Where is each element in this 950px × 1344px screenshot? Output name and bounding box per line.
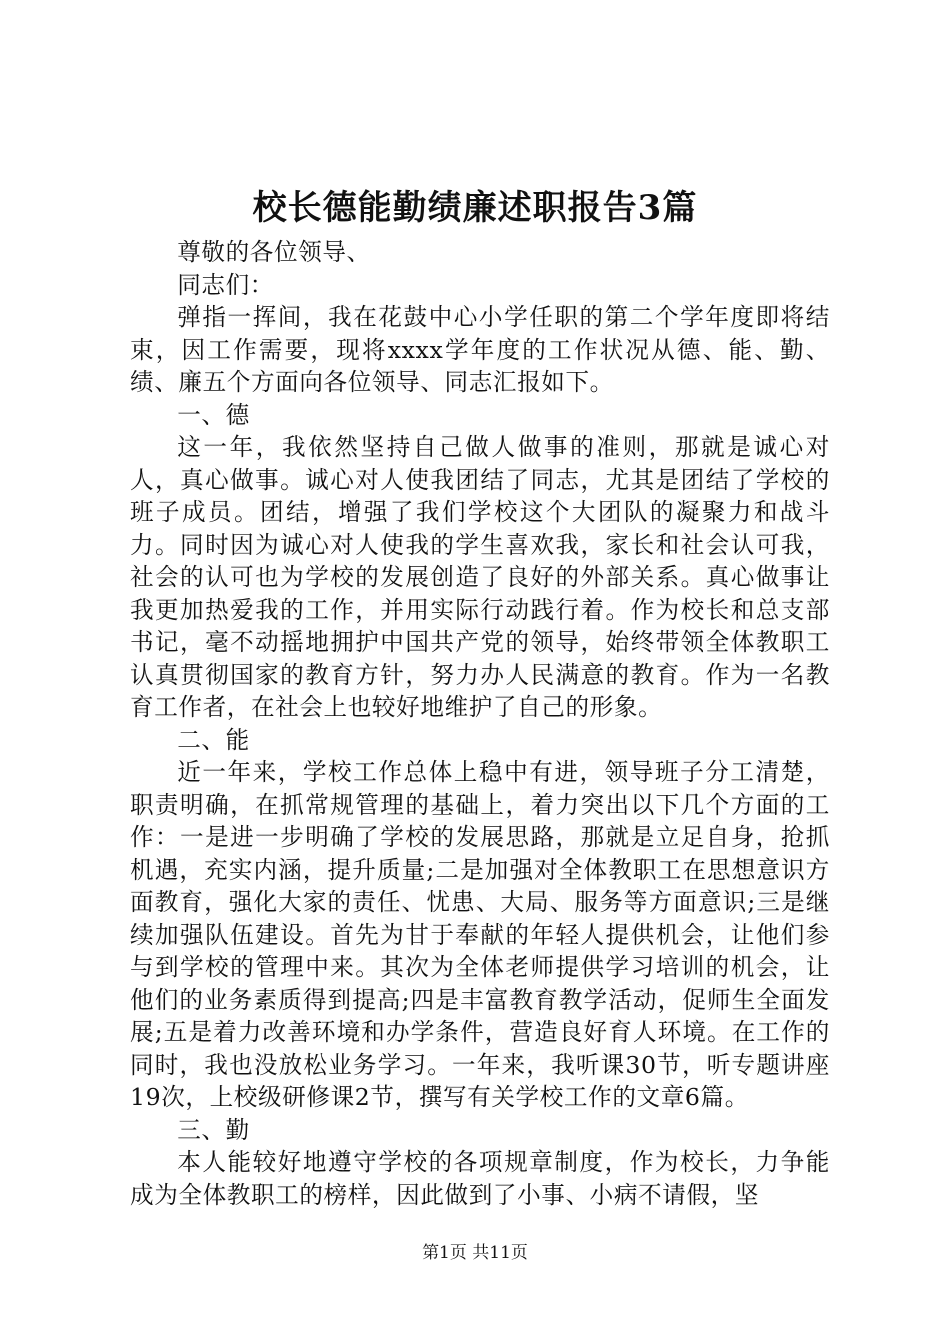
section-heading-de: 一、德 xyxy=(177,400,250,429)
salutation-line-2: 同志们： xyxy=(177,270,274,299)
section-paragraph-neng: 近一年来，学校工作总体上稳中有进，领导班子分工清楚，职责明确，在抓常规管理的基础上，着力突出以下几个方面的工作：一是进一步明确了学校的发展思路，那就是立足自身，抢抓机遇，充实内涵，提升质量;二是加强对全体教职工在思想意识方面教育，强化大家的责任、忧患、大局、服务等方面意识;三是继续加强队伍建设。首先为甘于奉献的年轻人提供机会，让他们参与到学校的管理中来。其次为全体老师提供学习培训的机会，让他们的业务素质得到提高;四是丰富教育教学活动，促师生全面发展;五是着力改善环境和办学条件，营造良好育人环境。在工作的同时，我也没放松业务学习。一年来，我听课30节，听专题讲座19次，上校级研修课2节，撰写有关学校工作的文章6篇。 xyxy=(130,758,830,1111)
document-title: 校长德能勤绩廉述职报告3篇 xyxy=(252,188,698,228)
page-number-footer: 第1页 共11页 xyxy=(422,1243,528,1263)
document-body xyxy=(130,236,830,1211)
section-heading-qin: 三、勤 xyxy=(177,1115,250,1144)
section-paragraph-qin: 本人能较好地遵守学校的各项规章制度，作为校长，力争能成为全体教职工的榜样，因此做到了小事、小病不请假，坚 xyxy=(130,1148,830,1209)
section-paragraph-de: 这一年，我依然坚持自己做人做事的准则，那就是诚心对人，真心做事。诚心对人使我团结了同志，尤其是团结了学校的班子成员。团结，增强了我们学校这个大团队的凝聚力和战斗力。同时因为诚心对人使我的学生喜欢我，家长和社会认可我，社会的认可也为学校的发展创造了良好的外部关系。真心做事让我更加热爱我的工作，并用实际行动践行着。作为校长和总支部书记，毫不动摇地拥护中国共产党的领导，始终带领全体教职工认真贯彻国家的教育方针，努力办人民满意的教育。作为一名教育工作者，在社会上也较好地维护了自己的形象。 xyxy=(130,433,830,721)
intro-paragraph: 弹指一挥间，我在花鼓中心小学任职的第二个学年度即将结束，因工作需要，现将xxxx学年度的工作状况从德、能、勤、绩、廉五个方面向各位领导、同志汇报如下。 xyxy=(130,303,830,396)
section-heading-neng: 二、能 xyxy=(177,725,250,754)
salutation-line-1: 尊敬的各位领导、 xyxy=(177,238,371,266)
